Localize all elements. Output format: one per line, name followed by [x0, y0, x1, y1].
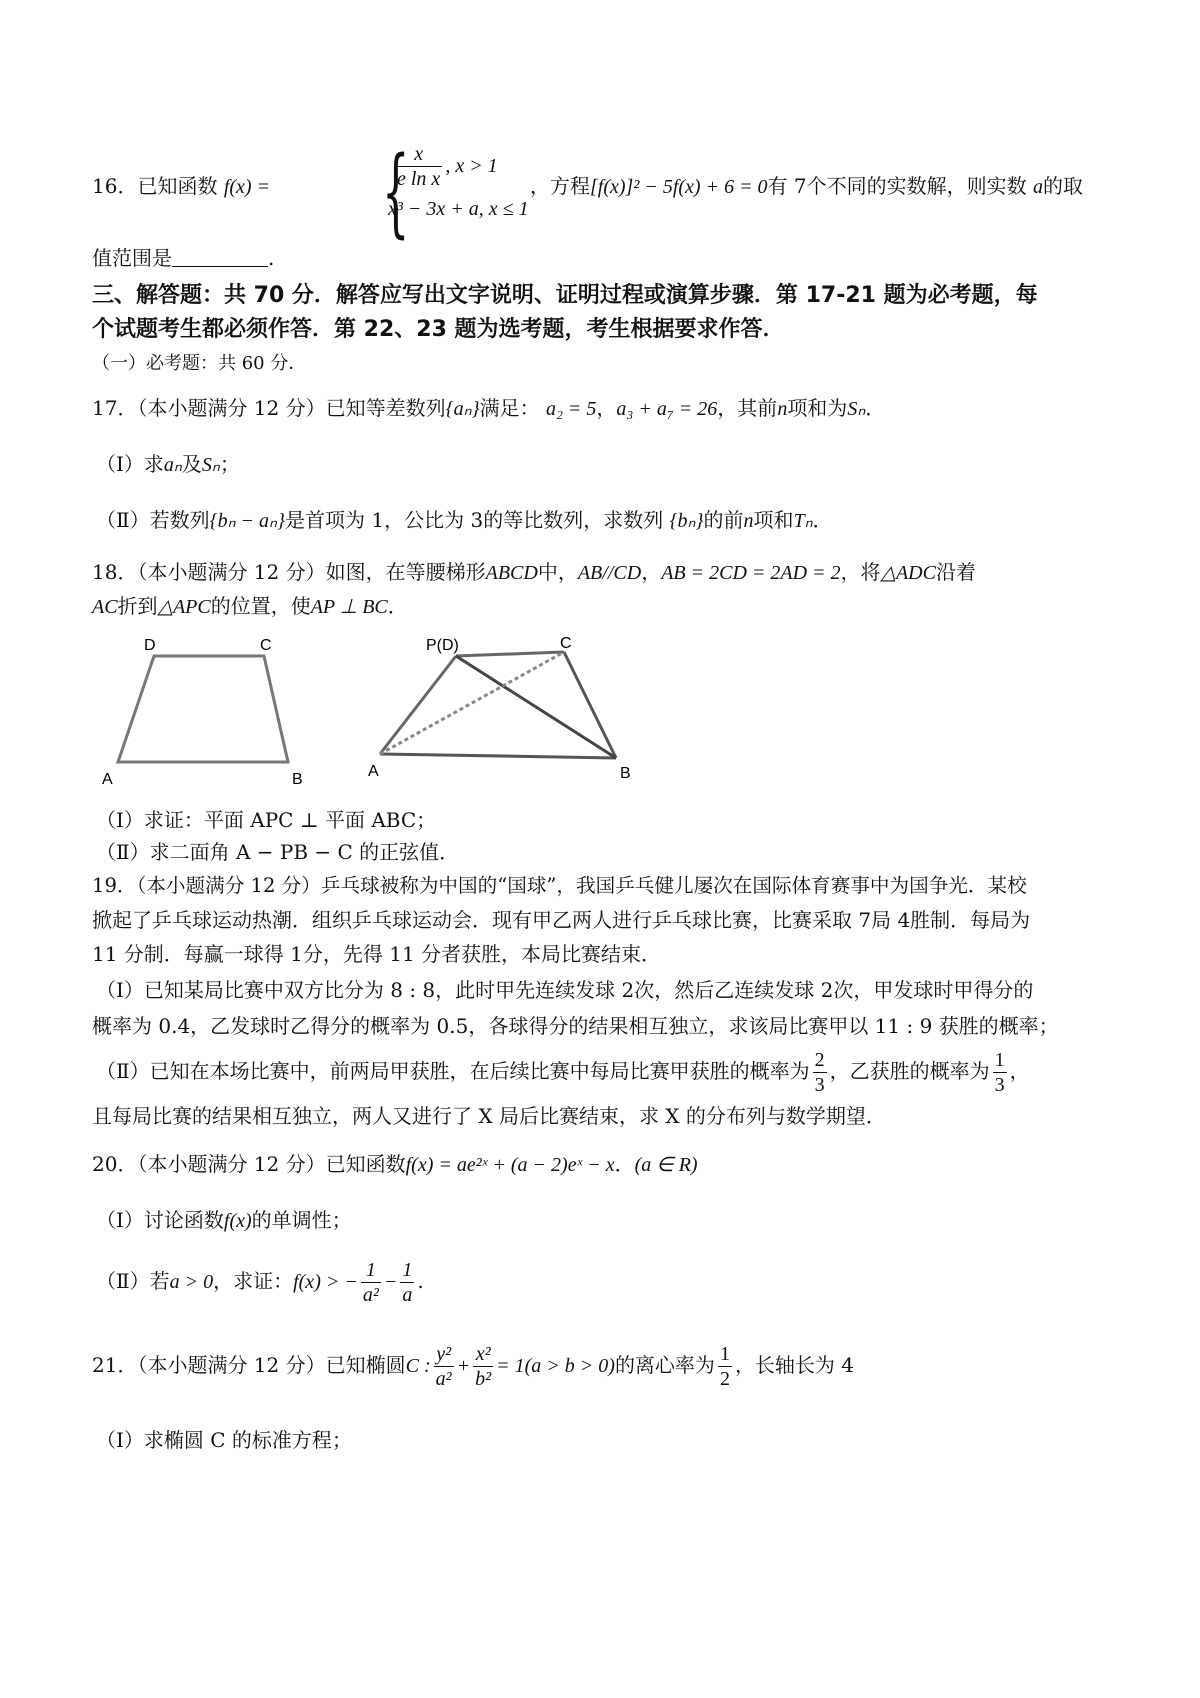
- piecewise-brace: {: [382, 136, 410, 248]
- q16-case2: x³ − 3x + a, x ≤ 1: [388, 198, 529, 220]
- fig1-label-c: C: [260, 637, 272, 654]
- fig2-label-p: P(D): [426, 637, 459, 654]
- question-18-line1: [92, 558, 1140, 587]
- q17-p1-end: ；: [219, 452, 240, 476]
- q16-text-c: 的取: [1043, 174, 1084, 198]
- q21-plus: +: [456, 1355, 471, 1377]
- q17-sep: ，: [596, 396, 617, 420]
- q20-frac1-num: 1: [361, 1258, 381, 1283]
- q21-text-a: 21．（本小题满分 12 分）已知椭圆: [92, 1353, 406, 1377]
- q18-cond1: AB//CD: [577, 562, 642, 584]
- q16-case1-den: e ln x: [397, 168, 441, 190]
- q17-end: ．: [865, 396, 886, 420]
- q19-line1: 19．（本小题满分 12 分）乒乓球被称为中国的“国球”，我国乒乓健儿屡次在国际体育赛事中为国争光．某校: [92, 874, 1027, 897]
- q19-frac1-num: 2: [814, 1049, 825, 1071]
- q19-frac1-den: 3: [814, 1074, 825, 1096]
- q20-minus: −: [383, 1271, 398, 1293]
- q17-p1-mid: 及: [181, 452, 202, 476]
- q19-part1-line2: 概率为 0.4，乙发球时乙得分的概率为 0.5，各球得分的结果相互独立，求该局比赛甲以 11 : 9 获胜的概率；: [92, 1014, 1059, 1038]
- q21-f1-num: y²: [434, 1342, 454, 1367]
- section3-line2: 个试题考生都必须作答．第 22、23 题为选考题，考生根据要求作答．: [92, 317, 785, 342]
- q16-var-a: a: [1033, 176, 1044, 198]
- q17-cond2: a₃ + a₇ = 26: [616, 398, 718, 420]
- tetrahedron-figure: [364, 632, 654, 792]
- q19-part1-line1: （Ⅰ）已知某局比赛中双方比分为 8 : 8，此时甲先连续发球 2次，然后乙连续发球 2次，甲发球时甲得分的: [96, 978, 1034, 1002]
- q19-p2-text-c: ，: [1009, 1059, 1030, 1083]
- q17-p2-text3: 项和: [753, 508, 794, 532]
- q17-n: n: [777, 398, 788, 420]
- q17-p2-t: Tₙ: [793, 510, 813, 532]
- q18-text-d: 沿着: [935, 560, 976, 584]
- q17-p2-label: （Ⅱ）若数列: [96, 508, 210, 532]
- q20-text-a: 20．（本小题满分 12 分）已知函数: [92, 1152, 406, 1176]
- q18-tri2: △APC: [157, 596, 211, 618]
- q20-text-b: ．: [614, 1152, 635, 1176]
- q17-text-b: 满足：: [479, 396, 540, 420]
- q17-p2-text: 是首项为 1，公比为 3的等比数列，求数列: [285, 508, 664, 532]
- q20-frac2-den: a: [402, 1284, 413, 1306]
- fig1-label-a: A: [102, 771, 113, 788]
- q18-text-a: 18．（本小题满分 12 分）如图，在等腰梯形: [92, 560, 486, 584]
- q20-p1-text-b: 的单调性；: [251, 1208, 352, 1232]
- q18-part2: （Ⅱ）求二面角 A − PB − C 的正弦值．: [96, 840, 460, 864]
- q20-p2-end: .: [417, 1269, 424, 1293]
- q20-p1-text-a: （Ⅰ）讨论函数: [96, 1208, 224, 1232]
- q18-text-c: ，将: [840, 560, 881, 584]
- q17-p2-n: n: [743, 510, 754, 532]
- q18-tri: △ADC: [880, 562, 936, 584]
- q20-p2-text-a: （Ⅱ）若: [96, 1269, 170, 1293]
- q21-e-den: 2: [719, 1368, 730, 1390]
- q17-sn: Sₙ: [847, 398, 866, 420]
- trapezoid-shape: [118, 656, 288, 762]
- section3-line1: 三、解答题：共 70 分．解答应写出文字说明、证明过程或演算步骤．第 17-21 题为必考题，每: [92, 283, 1038, 308]
- q16-line2: [92, 244, 1140, 272]
- q17-text-a: 17．（本小题满分 12 分）已知等差数列: [92, 396, 446, 420]
- answer-blank: [172, 246, 268, 267]
- question-20: [92, 1150, 1140, 1179]
- q19-line3: 11 分制．每赢一球得 1分，先得 11 分者获胜，本局比赛结束．: [92, 942, 662, 966]
- q20-frac2-num: 1: [402, 1259, 413, 1281]
- q17-p2-seq: {bₙ − aₙ}: [209, 510, 286, 532]
- q20-p2-text-b: ，求证：: [213, 1269, 294, 1293]
- fig1-label-d: D: [144, 637, 156, 654]
- q21-eq: = 1(a > b > 0): [496, 1355, 615, 1377]
- question-18-line2: [92, 592, 1140, 621]
- q18-ac: AC: [92, 596, 118, 618]
- q16-fx: f(x) =: [223, 176, 271, 198]
- q21-f2-den: b²: [475, 1368, 492, 1390]
- q21-e-num: 1: [719, 1343, 730, 1365]
- trapezoid-figure: [96, 632, 326, 792]
- q20-p2-ineq: f(x) > −: [293, 1271, 358, 1293]
- q19-part2-line1: [96, 1048, 1140, 1097]
- q17-p1-label: （Ⅰ）求: [96, 452, 164, 476]
- q21-text-b: 的离心率为: [614, 1353, 715, 1377]
- q17-p2-text2: 的前: [703, 508, 744, 532]
- q16-text-a: ，方程: [530, 174, 590, 198]
- q17-part1: [96, 450, 1140, 479]
- q17-p2-end: ．: [812, 508, 833, 532]
- q16-equation: [f(x)]² − 5f(x) + 6 = 0: [590, 176, 768, 198]
- q18-text-e: 折到: [117, 594, 158, 618]
- q20-domain: (a ∈ R): [634, 1154, 698, 1176]
- q21-f2-num: x²: [473, 1342, 493, 1367]
- q17-seq: {aₙ}: [445, 398, 480, 420]
- q16-case1-num: x: [395, 142, 442, 167]
- q19-p2-text-a: （Ⅱ）已知在本场比赛中，前两局甲获胜，在后续比赛中每局比赛甲获胜的概率为: [96, 1059, 810, 1083]
- q18-text-f: 的位置，使: [210, 594, 311, 618]
- fig1-label-b: B: [292, 771, 303, 788]
- q17-p1-a: aₙ: [163, 454, 182, 476]
- part1-heading: （一）必考题：共 60 分．: [92, 353, 307, 374]
- question-21: [92, 1342, 1140, 1391]
- q16-lead: 已知函数: [137, 174, 218, 198]
- q21-f1-den: a²: [435, 1368, 452, 1390]
- edge-ap: [380, 656, 456, 754]
- q17-p2-seq2: {bₙ}: [669, 510, 704, 532]
- edge-ab: [380, 754, 616, 758]
- q16-case1: [392, 142, 498, 191]
- q20-frac1-den: a²: [362, 1284, 379, 1306]
- q21-text-c: ，长轴长为 4: [734, 1353, 855, 1377]
- q17-text-c: ，其前: [717, 396, 778, 420]
- q19-frac2-num: 1: [994, 1049, 1005, 1071]
- q17-text-d: 项和为: [787, 396, 848, 420]
- q17-part2: [96, 506, 1140, 535]
- q18-perp: AP ⊥ BC: [310, 596, 388, 618]
- q17-cond1: a₂ = 5: [545, 398, 597, 420]
- fig2-label-b: B: [620, 765, 631, 782]
- edge-pc: [456, 652, 564, 656]
- q20-p2-cond: a > 0: [169, 1271, 214, 1293]
- q16-text-b: 有 7个不同的实数解，则实数: [767, 174, 1027, 198]
- q17-p1-s: Sₙ: [201, 454, 220, 476]
- q16-line2-text: 值范围是: [92, 246, 172, 270]
- q18-abcd: ABCD: [485, 562, 538, 584]
- q20-part1: [96, 1206, 1140, 1235]
- fig2-label-a: A: [368, 763, 379, 780]
- q21-part1: （Ⅰ）求椭圆 C 的标准方程；: [96, 1428, 352, 1452]
- q18-part1: （Ⅰ）求证：平面 APC ⊥ 平面 ABC；: [96, 808, 437, 832]
- q20-part2: [96, 1258, 1140, 1307]
- q20-func: f(x) = ae²ˣ + (a − 2)eˣ − x: [405, 1154, 615, 1176]
- q16-number: 16．: [92, 174, 138, 198]
- question-17: [92, 394, 1140, 423]
- q19-frac2-den: 3: [994, 1074, 1005, 1096]
- q18-text-b: 中，: [537, 560, 578, 584]
- q19-part2-line2: 且每局比赛的结果相互独立，两人又进行了 X 局后比赛结束，求 X 的分布列与数学期望．: [92, 1104, 886, 1128]
- q18-sep: ，: [641, 560, 662, 584]
- q21-c: C :: [405, 1355, 431, 1377]
- q18-cond2: AB = 2CD = 2AD = 2: [661, 562, 841, 584]
- fig2-label-c: C: [560, 635, 572, 652]
- q19-p2-text-b: ，乙获胜的概率为: [829, 1059, 990, 1083]
- q16-case1-cond: , x > 1: [445, 155, 498, 177]
- q19-line2: 掀起了乒乓球运动热潮．组织乒乓球运动会．现有甲乙两人进行乒乓球比赛，比赛采取 7局 4胜制．每局为: [92, 908, 1031, 932]
- q18-line2-end: ．: [387, 594, 408, 618]
- question-16: [92, 136, 1152, 252]
- q16-line2-end: .: [268, 246, 275, 270]
- q20-p1-f: f(x): [223, 1210, 252, 1232]
